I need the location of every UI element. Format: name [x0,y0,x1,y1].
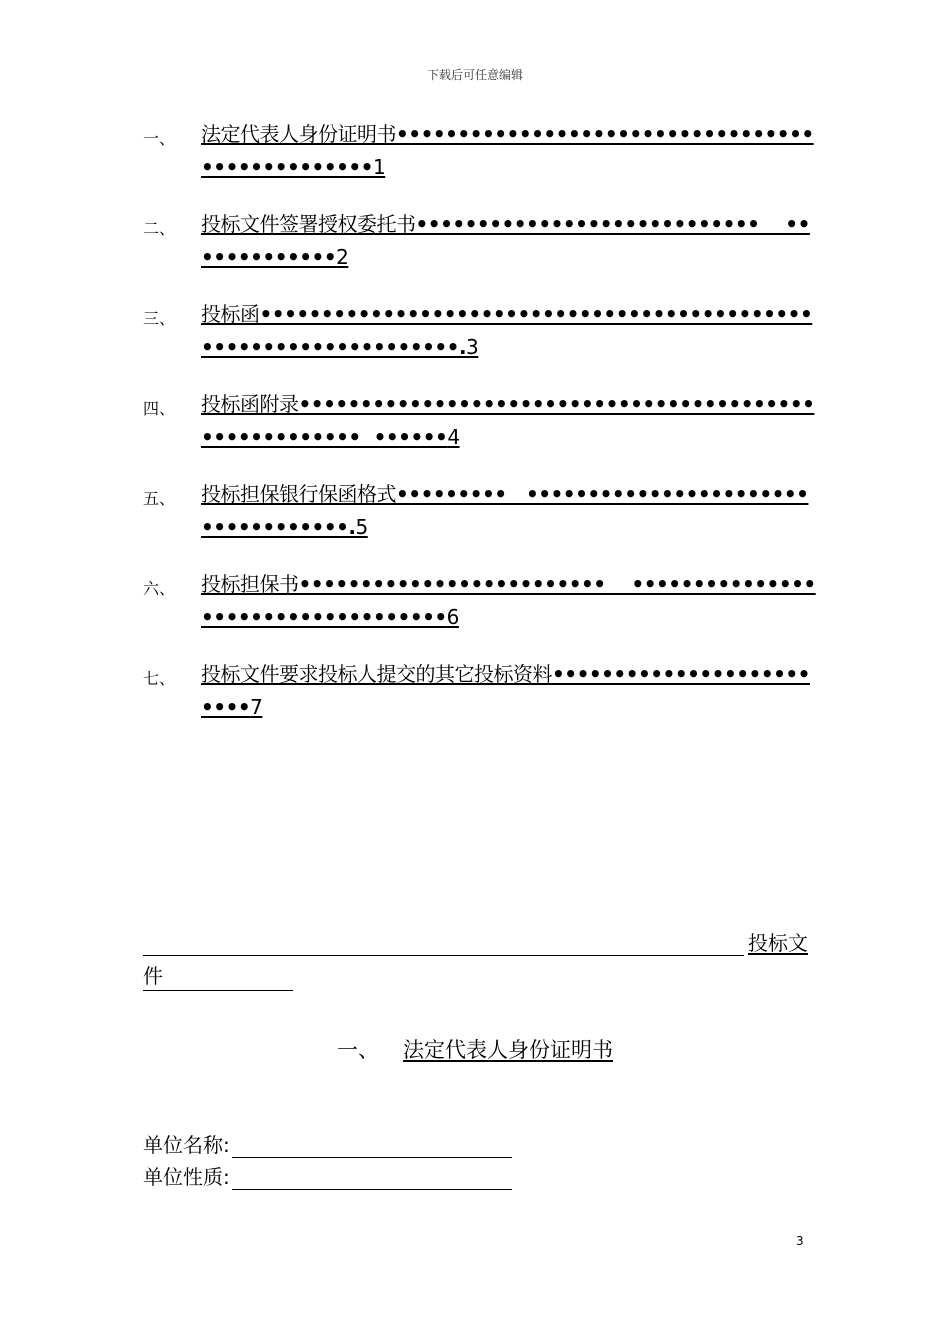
toc-number: 二、 [143,219,176,238]
page-header: 下载后可任意编辑 [426,68,523,82]
toc-link[interactable] [201,118,819,184]
toc-number: 四、 [143,399,176,418]
toc-page: 7 [250,695,263,719]
toc-page: 3 [466,335,479,359]
toc-title: 投标文件签署授权委托书 [201,212,416,236]
toc-link[interactable] [201,568,819,634]
toc-title: 投标函附录 [201,392,299,416]
toc-link[interactable] [201,388,819,454]
toc-title: 法定代表人身份证明书 [201,122,396,146]
unit-nature-label: 单位性质: [143,1165,230,1189]
unit-name-field [143,1130,512,1158]
toc-item-6[interactable] [143,568,823,658]
toc-number: 一、 [143,129,176,148]
toc-title: 投标担保书 [201,572,299,596]
toc-title: 投标函 [201,302,260,326]
toc-leader: ••••••••••••••••••••••••• ••••••••••••••••••••••••••••••••••• [201,572,816,629]
section-heading: 法定代表人身份证明书 [403,1038,613,1062]
toc-title: 投标担保银行保函格式 [201,482,396,506]
toc-number: 七、 [143,669,176,688]
unit-name-blank [232,1133,512,1158]
toc-leader: •••••••••••••••••••••••••••• ••••••••••••• [201,212,810,269]
toc-link[interactable] [201,658,819,724]
unit-name-label: 单位名称: [143,1133,230,1157]
bid-heading-part1: 投标文 [748,931,808,955]
toc-item-7[interactable] [143,658,823,748]
toc-item-4[interactable] [143,388,823,478]
toc-leader: ••••••••• •••••••••••••••••••••••••••••••••••. [201,482,809,539]
toc-page: 6 [446,605,459,629]
toc-item-1[interactable] [143,118,823,208]
page-number: 3 [796,1234,804,1248]
toc-page: 5 [355,515,368,539]
toc-item-5[interactable] [143,478,823,568]
toc-item-3[interactable] [143,298,823,388]
toc-page: 1 [372,155,386,179]
toc-leader: ••••••••••••••••••••••••••••••••••••••••••••••••••••••• •••••• [201,392,815,449]
toc-link[interactable] [201,208,819,274]
toc-link[interactable] [201,478,819,544]
toc-leader: •••••••••••••••••••••••••••••••••••••••••••••••• [201,122,814,179]
bid-document-heading [143,926,808,991]
bid-heading-row [143,926,808,956]
toc-page: 4 [447,425,460,449]
toc-title: 投标文件要求投标人提交的其它投标资料 [201,662,552,686]
toc-page: 2 [336,245,349,269]
unit-nature-blank [232,1165,512,1190]
bid-heading-part2: 件 [143,960,293,991]
toc-link[interactable] [201,298,819,364]
toc-item-2[interactable] [143,208,823,298]
toc-leader: ••••••••••••••••••••••••••••••••••••••••••••••••••••••••••••••••••. [201,302,813,359]
section-number: 一、 [337,1038,379,1062]
toc-number: 六、 [143,579,176,598]
underline-blank [143,929,744,956]
unit-nature-field [143,1162,512,1190]
toc-number: 五、 [143,489,176,508]
section-title [0,1034,950,1064]
toc-number: 三、 [143,309,176,328]
toc-leader: ••••••••••••••••••••••••• [201,662,810,719]
table-of-contents [143,118,823,748]
